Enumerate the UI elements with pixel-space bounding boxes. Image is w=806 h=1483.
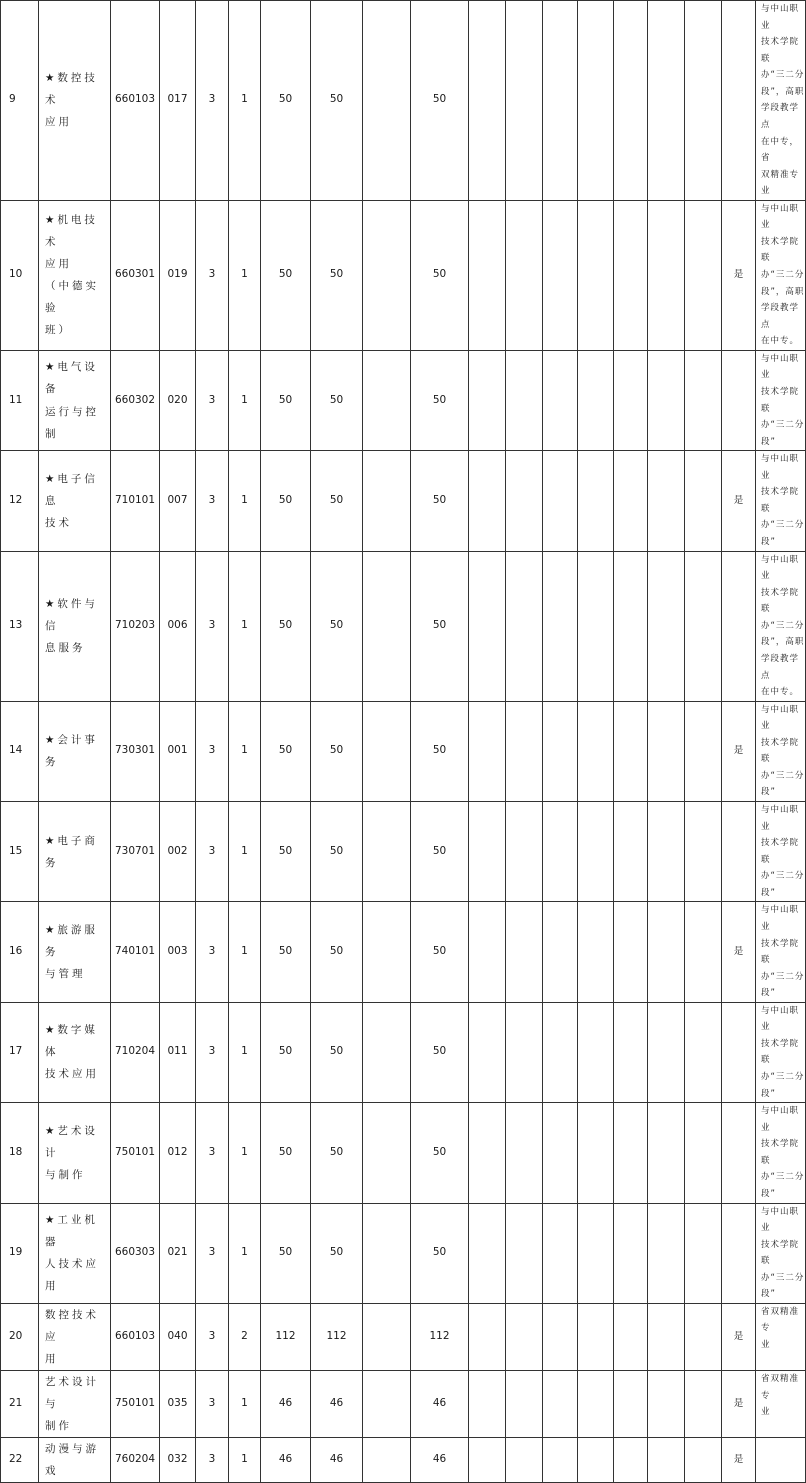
plan-count-c: 50 [411,1002,469,1102]
blank-cell [614,1,648,201]
blank-cell [648,551,685,701]
major-code: 760204 [111,1438,160,1483]
table-row [1,701,806,801]
row-index: 12 [1,451,39,551]
blank-cell [685,701,722,801]
blank-cell [506,1303,543,1370]
table-body [1,1,806,1483]
row-index: 19 [1,1203,39,1303]
plan-count-a: 50 [261,451,311,551]
blank-cell [614,1203,648,1303]
blank-cell [685,1103,722,1203]
major-name: 动漫与游戏 [39,1438,111,1483]
blank-cell [506,451,543,551]
major-name: ★电子商务 [39,802,111,902]
major-code: 710101 [111,451,160,551]
plan-count-a: 112 [261,1303,311,1370]
blank-cell [685,350,722,450]
blank-cell [578,1,614,201]
blank-cell [506,1,543,201]
study-years: 3 [196,1371,229,1438]
blank-cell [685,1002,722,1102]
remark-note: 与中山职业 技术学院联 办“三二分 段” [756,451,806,551]
major-name: ★电子信息 技术 [39,451,111,551]
major-code: 730301 [111,701,160,801]
study-years: 3 [196,1002,229,1102]
blank-cell [363,1203,411,1303]
blank-cell [578,200,614,350]
study-years: 3 [196,902,229,1002]
blank-cell [363,902,411,1002]
study-years: 3 [196,451,229,551]
blank-cell [648,902,685,1002]
table-row [1,902,806,1002]
plan-count-c: 50 [411,1103,469,1203]
major-code: 710203 [111,551,160,701]
remark-note: 与中山职业 技术学院联 办“三二分 段” [756,1103,806,1203]
blank-cell [648,802,685,902]
major-name: ★软件与信 息服务 [39,551,111,701]
row-index: 10 [1,200,39,350]
blank-cell [648,1438,685,1483]
flag-yes [722,1002,756,1102]
flag-yes [722,350,756,450]
table-row [1,551,806,701]
blank-cell [685,1,722,201]
major-number: 007 [160,451,196,551]
flag-yes [722,1203,756,1303]
blank-cell [543,1103,578,1203]
blank-cell [614,350,648,450]
table-row [1,1203,806,1303]
major-name: ★机电技术 应用 （中德实验 班） [39,200,111,350]
class-count: 1 [229,802,261,902]
blank-cell [543,551,578,701]
blank-cell [614,1002,648,1102]
major-name: ★电气设备 运行与控制 [39,350,111,450]
table-row [1,451,806,551]
blank-cell [648,1,685,201]
blank-cell [685,1303,722,1370]
plan-count-c: 50 [411,451,469,551]
major-number: 035 [160,1371,196,1438]
blank-cell [469,802,506,902]
blank-cell [543,902,578,1002]
major-name: ★数控技术 应用 [39,1,111,201]
plan-count-c: 50 [411,551,469,701]
blank-cell [543,1,578,201]
plan-count-b: 46 [311,1438,363,1483]
plan-count-c: 50 [411,902,469,1002]
plan-count-b: 50 [311,1002,363,1102]
blank-cell [543,350,578,450]
major-number: 001 [160,701,196,801]
remark-note: 与中山职业 技术学院联 办“三二分 段” [756,701,806,801]
blank-cell [614,1103,648,1203]
table-row [1,1438,806,1483]
blank-cell [469,701,506,801]
blank-cell [506,1371,543,1438]
blank-cell [363,451,411,551]
blank-cell [506,551,543,701]
remark-note: 与中山职业 技术学院联 办“三二分 段” [756,802,806,902]
blank-cell [469,451,506,551]
blank-cell [469,1203,506,1303]
row-index: 13 [1,551,39,701]
class-count: 1 [229,701,261,801]
blank-cell [469,902,506,1002]
plan-count-b: 50 [311,902,363,1002]
plan-count-a: 50 [261,200,311,350]
remark-note: 与中山职业 技术学院联 办“三二分 段” [756,1002,806,1102]
major-name: ★旅游服务 与管理 [39,902,111,1002]
blank-cell [578,802,614,902]
blank-cell [469,1303,506,1370]
study-years: 3 [196,1103,229,1203]
blank-cell [363,1,411,201]
plan-count-b: 50 [311,701,363,801]
plan-count-b: 50 [311,451,363,551]
blank-cell [469,350,506,450]
major-name: ★工业机器 人技术应用 [39,1203,111,1303]
table-row [1,1371,806,1438]
blank-cell [614,802,648,902]
blank-cell [543,701,578,801]
blank-cell [614,902,648,1002]
plan-count-c: 50 [411,1,469,201]
major-number: 006 [160,551,196,701]
plan-count-c: 50 [411,350,469,450]
major-number: 020 [160,350,196,450]
plan-count-b: 112 [311,1303,363,1370]
plan-count-c: 50 [411,200,469,350]
plan-count-a: 50 [261,1103,311,1203]
flag-yes: 是 [722,902,756,1002]
class-count: 1 [229,350,261,450]
blank-cell [363,1002,411,1102]
blank-cell [543,200,578,350]
plan-count-c: 112 [411,1303,469,1370]
blank-cell [614,1303,648,1370]
blank-cell [363,200,411,350]
plan-count-c: 46 [411,1438,469,1483]
plan-count-b: 46 [311,1371,363,1438]
blank-cell [506,1002,543,1102]
blank-cell [506,802,543,902]
table-row [1,1303,806,1370]
row-index: 11 [1,350,39,450]
remark-note [756,1438,806,1483]
blank-cell [648,1371,685,1438]
table-row [1,1,806,201]
major-code: 660301 [111,200,160,350]
remark-note: 与中山职业 技术学院联 办“三二分 段” [756,350,806,450]
major-code: 750101 [111,1103,160,1203]
plan-count-c: 50 [411,802,469,902]
blank-cell [469,1103,506,1203]
plan-count-b: 50 [311,350,363,450]
major-code: 660303 [111,1203,160,1303]
row-index: 14 [1,701,39,801]
plan-count-b: 50 [311,1,363,201]
major-number: 019 [160,200,196,350]
class-count: 1 [229,551,261,701]
flag-yes: 是 [722,451,756,551]
class-count: 1 [229,200,261,350]
study-years: 3 [196,1203,229,1303]
blank-cell [363,1303,411,1370]
blank-cell [363,701,411,801]
flag-yes: 是 [722,200,756,350]
plan-count-c: 50 [411,1203,469,1303]
blank-cell [506,350,543,450]
blank-cell [578,902,614,1002]
row-index: 16 [1,902,39,1002]
blank-cell [543,1371,578,1438]
flag-yes [722,1103,756,1203]
row-index: 17 [1,1002,39,1102]
blank-cell [614,1438,648,1483]
blank-cell [685,200,722,350]
table-row [1,200,806,350]
class-count: 1 [229,902,261,1002]
plan-count-a: 46 [261,1438,311,1483]
blank-cell [506,200,543,350]
blank-cell [506,1438,543,1483]
blank-cell [469,1438,506,1483]
table-row [1,1002,806,1102]
major-number: 040 [160,1303,196,1370]
plan-count-b: 50 [311,551,363,701]
plan-count-a: 50 [261,551,311,701]
study-years: 3 [196,1438,229,1483]
blank-cell [578,1103,614,1203]
major-code: 660103 [111,1,160,201]
row-index: 15 [1,802,39,902]
major-name: 数控技术应 用 [39,1303,111,1370]
study-years: 3 [196,1303,229,1370]
flag-yes: 是 [722,1371,756,1438]
major-name: ★会计事务 [39,701,111,801]
major-number: 017 [160,1,196,201]
major-code: 660103 [111,1303,160,1370]
study-years: 3 [196,1,229,201]
remark-note: 与中山职业 技术学院联 办“三二分 段”，高职 学段教学点 在中专。 [756,200,806,350]
major-number: 012 [160,1103,196,1203]
blank-cell [363,1371,411,1438]
flag-yes [722,551,756,701]
plan-count-b: 50 [311,1203,363,1303]
blank-cell [648,1103,685,1203]
blank-cell [506,701,543,801]
study-years: 3 [196,551,229,701]
blank-cell [648,350,685,450]
major-code: 740101 [111,902,160,1002]
plan-count-c: 50 [411,701,469,801]
plan-count-a: 50 [261,1203,311,1303]
blank-cell [648,200,685,350]
flag-yes: 是 [722,1438,756,1483]
blank-cell [578,551,614,701]
blank-cell [506,902,543,1002]
class-count: 1 [229,1,261,201]
blank-cell [685,551,722,701]
plan-count-a: 50 [261,1,311,201]
major-number: 003 [160,902,196,1002]
blank-cell [543,1203,578,1303]
blank-cell [469,1002,506,1102]
blank-cell [614,701,648,801]
plan-count-c: 46 [411,1371,469,1438]
blank-cell [469,1,506,201]
class-count: 1 [229,1438,261,1483]
table-row [1,350,806,450]
blank-cell [685,1203,722,1303]
blank-cell [543,1438,578,1483]
blank-cell [685,1438,722,1483]
blank-cell [648,1203,685,1303]
major-code: 730701 [111,802,160,902]
blank-cell [469,1371,506,1438]
blank-cell [685,802,722,902]
blank-cell [614,551,648,701]
blank-cell [363,802,411,902]
plan-count-b: 50 [311,1103,363,1203]
class-count: 1 [229,451,261,551]
plan-count-b: 50 [311,802,363,902]
blank-cell [648,1303,685,1370]
blank-cell [543,1002,578,1102]
table-row [1,802,806,902]
blank-cell [543,802,578,902]
row-index: 20 [1,1303,39,1370]
class-count: 1 [229,1371,261,1438]
major-code: 710204 [111,1002,160,1102]
study-years: 3 [196,802,229,902]
blank-cell [648,1002,685,1102]
blank-cell [543,451,578,551]
major-number: 032 [160,1438,196,1483]
blank-cell [578,1438,614,1483]
blank-cell [578,1203,614,1303]
plan-count-a: 50 [261,350,311,450]
flag-yes [722,1,756,201]
blank-cell [578,701,614,801]
blank-cell [685,902,722,1002]
blank-cell [685,1371,722,1438]
major-name: 艺术设计与 制作 [39,1371,111,1438]
study-years: 3 [196,350,229,450]
remark-note: 与中山职业 技术学院联 办“三二分 段”，高职 学段教学点 在中专。 [756,551,806,701]
major-number: 002 [160,802,196,902]
row-index: 21 [1,1371,39,1438]
blank-cell [578,451,614,551]
row-index: 18 [1,1103,39,1203]
plan-count-a: 50 [261,1002,311,1102]
blank-cell [578,1002,614,1102]
blank-cell [614,451,648,551]
blank-cell [506,1103,543,1203]
plan-count-a: 46 [261,1371,311,1438]
table-row [1,1103,806,1203]
class-count: 1 [229,1203,261,1303]
major-code: 660302 [111,350,160,450]
blank-cell [506,1203,543,1303]
study-years: 3 [196,200,229,350]
blank-cell [614,1371,648,1438]
blank-cell [648,451,685,551]
plan-count-a: 50 [261,701,311,801]
row-index: 22 [1,1438,39,1483]
major-code: 750101 [111,1371,160,1438]
class-count: 1 [229,1103,261,1203]
blank-cell [469,551,506,701]
blank-cell [578,1303,614,1370]
blank-cell [363,551,411,701]
plan-count-a: 50 [261,802,311,902]
blank-cell [543,1303,578,1370]
major-name: ★艺术设计 与制作 [39,1103,111,1203]
blank-cell [363,350,411,450]
blank-cell [578,350,614,450]
major-number: 021 [160,1203,196,1303]
blank-cell [614,200,648,350]
row-index: 9 [1,1,39,201]
plan-count-a: 50 [261,902,311,1002]
major-name: ★数字媒体 技术应用 [39,1002,111,1102]
remark-note: 省双精准专 业 [756,1371,806,1438]
remark-note: 与中山职业 技术学院联 办“三二分 段” [756,902,806,1002]
blank-cell [469,200,506,350]
flag-yes [722,802,756,902]
class-count: 1 [229,1002,261,1102]
blank-cell [363,1438,411,1483]
flag-yes: 是 [722,701,756,801]
blank-cell [363,1103,411,1203]
remark-note: 省双精准专 业 [756,1303,806,1370]
remark-note: 与中山职业 技术学院联 办“三二分 段”，高职 学段教学点 在中专，省 双精准专业 [756,1,806,201]
blank-cell [685,451,722,551]
class-count: 2 [229,1303,261,1370]
blank-cell [578,1371,614,1438]
remark-note: 与中山职业 技术学院联 办“三二分 段” [756,1203,806,1303]
blank-cell [648,701,685,801]
flag-yes: 是 [722,1303,756,1370]
plan-count-b: 50 [311,200,363,350]
major-number: 011 [160,1002,196,1102]
study-years: 3 [196,701,229,801]
